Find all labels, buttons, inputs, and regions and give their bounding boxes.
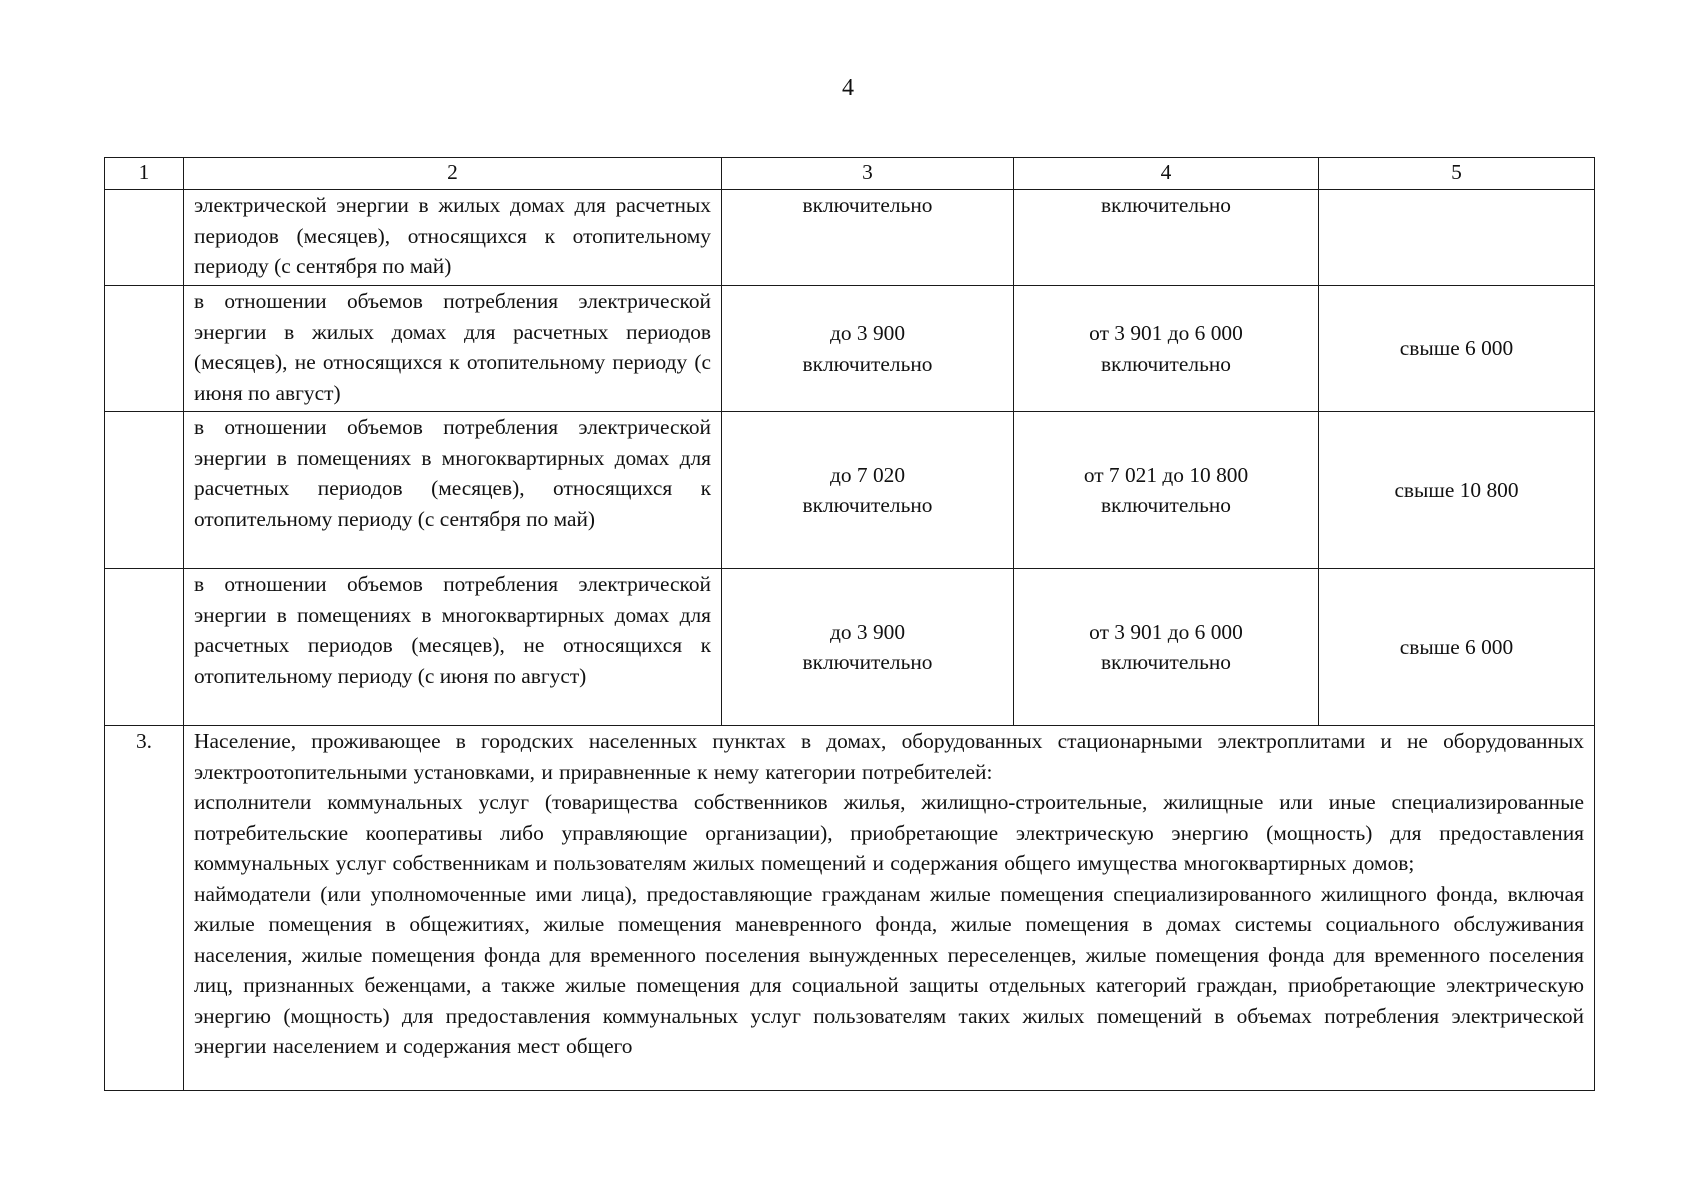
header-cell-5: 5 <box>1319 158 1595 190</box>
col4-cell <box>1014 286 1319 412</box>
col5-cell: свыше 6 000 <box>1319 569 1595 726</box>
section-3-text-cell <box>184 726 1595 1091</box>
table-row <box>105 190 1595 286</box>
section-3-paragraph-1: Население, проживающее в городских населенных пунктах в домах, оборудованных стационарными электроплитами и не оборудованных электроотопительными установками, и приравненные к нему категории потребителей: <box>194 729 1584 784</box>
col3-line2: включительно <box>802 493 933 517</box>
col3-cell <box>722 569 1014 726</box>
row-number-cell <box>105 286 184 412</box>
col3-line1: до 7 020 <box>829 462 906 487</box>
col4-line1: от 3 901 до 6 000 <box>1089 619 1243 644</box>
col4-line2: включительно <box>1101 351 1231 376</box>
col3-cell <box>722 412 1014 569</box>
header-cell-1: 1 <box>105 158 184 190</box>
col4-line1: от 3 901 до 6 000 <box>1089 321 1243 345</box>
header-cell-4: 4 <box>1014 158 1319 190</box>
description-cell: в отношении объемов потребления электрической энергии в помещениях в многоквартирных домах для расчетных периодов (месяцев), относящихся к отопительному периоду (с сентября по май) <box>184 412 722 569</box>
col3-line2: включительно <box>802 650 933 674</box>
col3-cell <box>722 286 1014 412</box>
table-row <box>105 412 1595 569</box>
col4-line1: от 7 021 до 10 800 <box>1083 462 1249 487</box>
col3-line2: включительно <box>802 351 933 376</box>
table-row <box>105 569 1595 726</box>
table-header-row <box>105 158 1595 190</box>
row-number-cell: 3. <box>105 726 184 1091</box>
col4-line2: включительно <box>1101 650 1231 674</box>
section-3-text-clip <box>194 726 1584 1090</box>
header-cell-2: 2 <box>184 158 722 190</box>
col4-cell: включительно <box>1014 190 1319 286</box>
col5-cell: свыше 6 000 <box>1319 286 1595 412</box>
description-cell: электрической энергии в жилых домах для расчетных периодов (месяцев), относящихся к отопительному периоду (с сентября по май) <box>184 190 722 286</box>
table-row-section-3 <box>105 726 1595 1091</box>
description-cell: в отношении объемов потребления электрической энергии в жилых домах для расчетных периодов (месяцев), не относящихся к отопительному периоду (с июня по август) <box>184 286 722 412</box>
page-number: 4 <box>842 75 854 101</box>
row-number-cell <box>105 412 184 569</box>
col3-cell: включительно <box>722 190 1014 286</box>
col3-line1: до 3 900 <box>829 619 906 644</box>
section-3-paragraph-3: наймодатели (или уполномоченные ими лица), предоставляющие гражданам жилые помещения специализированного жилищного фонда, включая жилые помещения в общежитиях, жилые помещения маневренного фонда, жилые помещения в домах системы социального обслуживания населения, жилые помещения фонда для временного поселения вынужденных переселенцев, жилые помещения фонда для временного поселения лиц, признанных беженцами, а также жилые помещения для социальной защиты отдельных категорий граждан, приобретающие электрическую энергию (мощность) для предоставления коммунальных услуг пользователям таких жилых помещений в объемах потребления электрической энергии населением и содержания мест общего <box>194 881 1584 1058</box>
col4-cell <box>1014 569 1319 726</box>
row-number-cell <box>105 190 184 286</box>
tariff-table <box>104 157 1595 1091</box>
col3-line1: до 3 900 <box>829 321 906 345</box>
row-number-cell <box>105 569 184 726</box>
col4-line2: включительно <box>1101 493 1231 517</box>
header-cell-3: 3 <box>722 158 1014 190</box>
col5-cell: свыше 10 800 <box>1319 412 1595 569</box>
col4-cell <box>1014 412 1319 569</box>
section-3-paragraph-2: исполнители коммунальных услуг (товарищества собственников жилья, жилищно-строительные, жилищные или иные специализированные потребительские кооперативы либо управляющие организации), приобретающие электрическую энергию (мощность) для предоставления коммунальных услуг собственникам и пользователям жилых помещений и содержания общего имущества многоквартирных домов; <box>194 790 1584 875</box>
description-cell: в отношении объемов потребления электрической энергии в помещениях в многоквартирных домах для расчетных периодов (месяцев), не относящихся к отопительному периоду (с июня по август) <box>184 569 722 726</box>
table-row <box>105 286 1595 412</box>
col5-cell <box>1319 190 1595 286</box>
